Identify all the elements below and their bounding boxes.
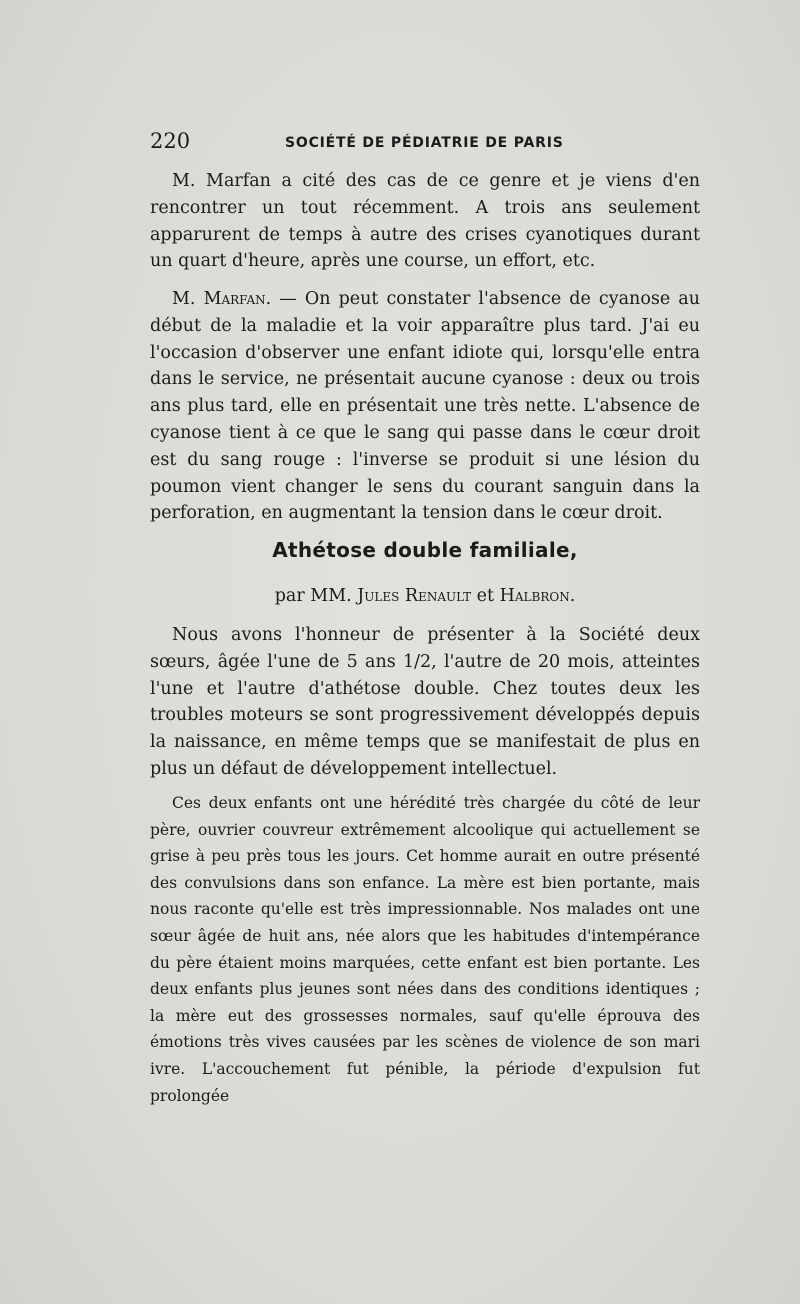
- running-head: SOCIÉTÉ DE PÉDIATRIE DE PARIS: [285, 135, 564, 151]
- byline-joiner: et: [471, 586, 500, 606]
- paragraph-text: M. Marfan a cité des cas de ce genre et je viens d'en rencontrer un tout récemment. A trois ans seulement apparurent de temps à autre des crises cyanotiques durant un quart d'heure, après une course, un effort, etc.: [150, 171, 700, 272]
- paragraph-marfan-remark: [150, 286, 700, 527]
- page-header: [150, 129, 700, 159]
- author-halbron: Halbron.: [499, 586, 576, 606]
- article-title: Athétose double familiale,: [272, 538, 578, 562]
- paragraph-text: — On peut constater l'absence de cyanose au début de la maladie et la voir apparaître plus tard. J'ai eu l'occasion d'observer une enfant idiote qui, lorsqu'elle entra dans le service, ne présentait aucune cyanose : deux ou trois ans plus tard, elle en présentait une très nette. L'absence de cyanose tient à ce que le sang qui passe dans le cœur droit est du sang rouge : l'inverse se produit si une lésion du poumon vient changer le sens du courant sanguin dans la perforation, en augmentant la tension dans le cœur droit.: [150, 289, 700, 524]
- paragraph-text: Ces deux enfants ont une hérédité très chargée du côté de leur père, ouvrier couvreur extrêmement alcoolique qui actuellement se grise à peu près tous les jours. Cet homme aurait en outre présenté des convulsions dans son enfance. La mère est bien portante, mais nous raconte qu'elle est très impressionnable. Nos malades ont une sœur âgée de huit ans, née alors que les habitudes d'intempérance du père étaient moins marquées, cette enfant est bien portante. Les deux enfants plus jeunes sont nées dans des conditions identiques ; la mère eut des grossesses normales, sauf qu'elle éprouva des émotions très vives causées par les scènes de violence de son mari ivre. L'accouchement fut pénible, la période d'expulsion fut prolongée: [150, 794, 700, 1105]
- paragraph-text: Nous avons l'honneur de présenter à la Société deux sœurs, âgée l'une de 5 ans 1/2, l'autre de 20 mois, atteintes l'une et l'autre d'athétose double. Chez toutes deux les troubles moteurs se sont progressivement développés depuis la naissance, en même temps que se manifestait de plus en plus un défaut de développement intellectuel.: [150, 625, 700, 779]
- page-number: 220: [150, 129, 191, 153]
- article-byline: [150, 586, 700, 606]
- paragraph-introduction: [150, 622, 700, 783]
- author-renault: Jules Renault: [357, 586, 472, 606]
- byline-prefix: par MM.: [274, 586, 358, 606]
- paragraph-heredity: [150, 790, 700, 1109]
- speaker-name: M. Marfan.: [172, 289, 272, 309]
- paragraph-marfan-cite: [150, 168, 700, 275]
